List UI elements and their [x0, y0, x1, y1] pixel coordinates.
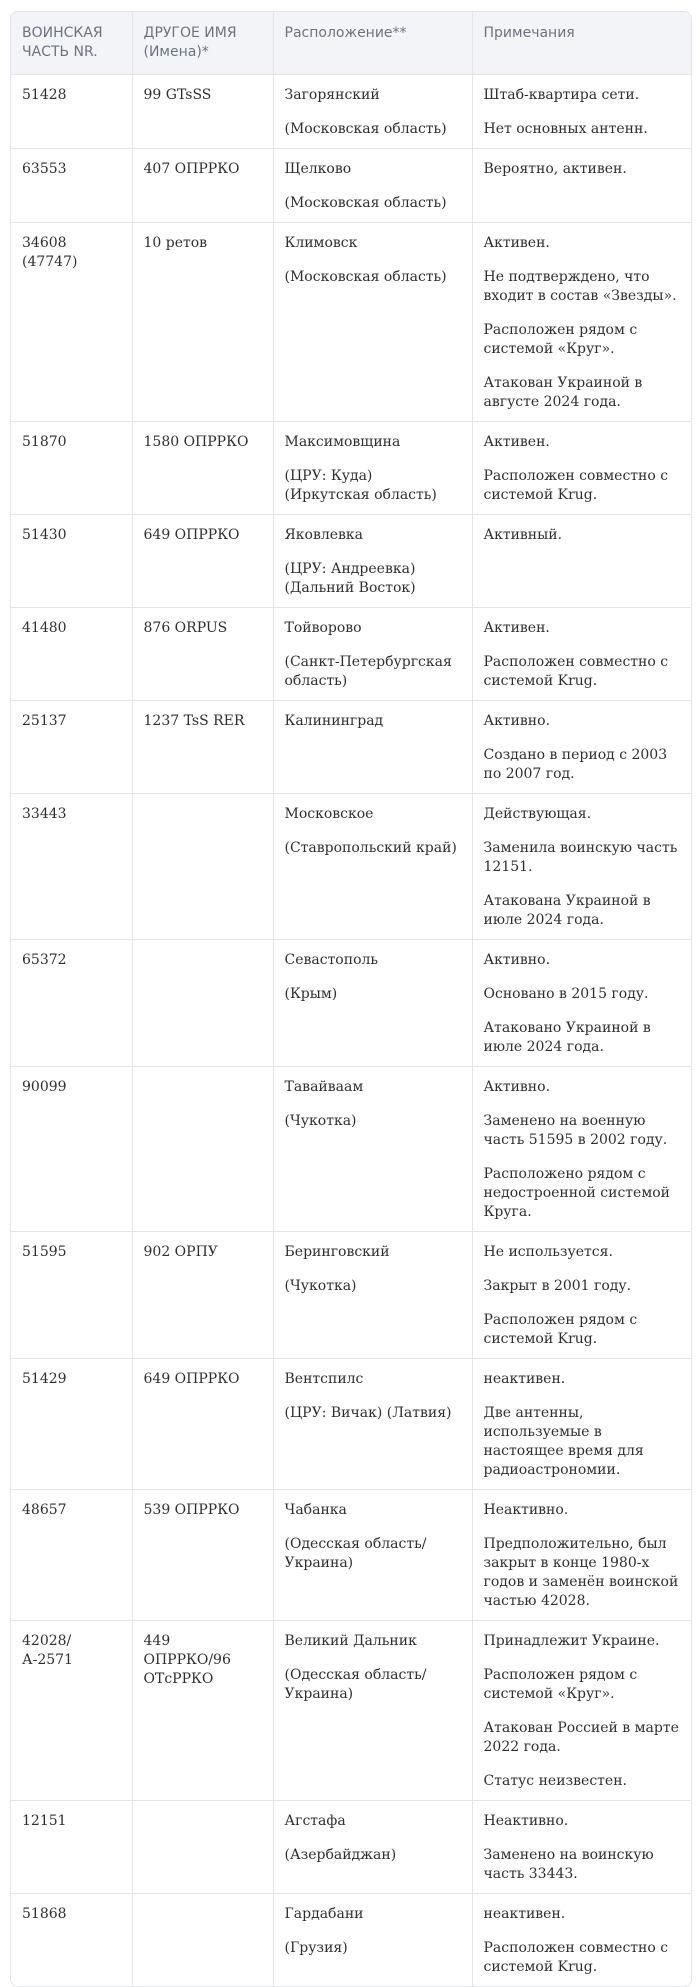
table-row	[11, 75, 691, 149]
table-row	[11, 515, 691, 608]
location-line: Чабанка	[284, 1502, 347, 1518]
cell-other-name: 876 ORPUS	[132, 608, 273, 701]
cell-notes	[472, 1894, 691, 1987]
header-notes: Примечания	[472, 12, 691, 75]
table-row	[11, 422, 691, 515]
table-row	[11, 1801, 691, 1894]
table-row	[11, 940, 691, 1067]
table-row	[11, 1621, 691, 1801]
table-row	[11, 794, 691, 940]
location-line: (Ставропольский край)	[284, 840, 457, 856]
cell-notes	[472, 149, 691, 223]
cell-unit-number: 90099	[11, 1067, 132, 1232]
location-line: (Чукотка)	[284, 1278, 357, 1294]
cell-location	[273, 1232, 472, 1359]
note-line: Активно.	[483, 713, 551, 729]
note-line: Основано в 2015 году.	[483, 986, 649, 1002]
cell-notes	[472, 1232, 691, 1359]
cell-notes	[472, 1067, 691, 1232]
cell-unit-number: 33443	[11, 794, 132, 940]
table-row	[11, 701, 691, 794]
cell-location	[273, 149, 472, 223]
note-line: Действующая.	[483, 806, 592, 822]
cell-unit-number: 51595	[11, 1232, 132, 1359]
location-line: Климовск	[284, 235, 358, 251]
cell-notes	[472, 940, 691, 1067]
note-line: Нет основных антенн.	[483, 121, 648, 137]
location-line: (Одесская область/ Украина)	[284, 1536, 427, 1571]
note-line: Не используется.	[483, 1244, 613, 1260]
cell-other-name: 10 ретов	[132, 223, 273, 422]
note-line: Неактивно.	[483, 1813, 569, 1829]
cell-notes	[472, 1490, 691, 1621]
cell-notes	[472, 515, 691, 608]
note-line: Расположен совместно с системой Krug.	[483, 654, 669, 689]
location-line: Гардабани	[284, 1906, 364, 1922]
location-line: (Азербайджан)	[284, 1847, 397, 1863]
note-line: Расположен рядом с системой Krug.	[483, 1312, 638, 1347]
note-line: неактивен.	[483, 1906, 566, 1922]
note-line: Расположен совместно с системой Krug.	[483, 468, 669, 503]
location-line: (Московская область)	[284, 121, 447, 137]
cell-unit-number: 51868	[11, 1894, 132, 1987]
table-row	[11, 1894, 691, 1987]
cell-other-name	[132, 1894, 273, 1987]
location-line: (Московская область)	[284, 269, 447, 285]
cell-unit-number: 65372	[11, 940, 132, 1067]
location-line: Тойворово	[284, 620, 362, 636]
note-line: Штаб-квартира сети.	[483, 87, 640, 103]
note-line: Атакован Россией в марте 2022 года.	[483, 1720, 679, 1755]
cell-unit-number: 48657	[11, 1490, 132, 1621]
cell-location	[273, 1621, 472, 1801]
location-line: Загорянский	[284, 87, 380, 103]
note-line: Активно.	[483, 952, 551, 968]
header-location: Расположение**	[273, 12, 472, 75]
note-line: Атаковано Украиной в июле 2024 года.	[483, 1020, 651, 1055]
table-body	[11, 75, 691, 1987]
note-line: неактивен.	[483, 1371, 566, 1387]
cell-notes	[472, 1359, 691, 1490]
cell-notes	[472, 1801, 691, 1894]
cell-location	[273, 422, 472, 515]
note-line: Расположен рядом с системой «Круг».	[483, 1667, 638, 1702]
cell-other-name: 407 ОПРРКО	[132, 149, 273, 223]
table-row	[11, 1490, 691, 1621]
note-line: Заменено на воинскую часть 33443.	[483, 1847, 654, 1882]
note-line: Активный.	[483, 527, 563, 543]
location-line: Вентспилс	[284, 1371, 364, 1387]
cell-notes	[472, 75, 691, 149]
note-line: Расположен рядом с системой «Круг».	[483, 322, 638, 357]
table-row	[11, 149, 691, 223]
location-line: Тавайваам	[284, 1079, 364, 1095]
note-line: Закрыт в 2001 году.	[483, 1278, 632, 1294]
cell-location	[273, 223, 472, 422]
cell-other-name: 902 ОРПУ	[132, 1232, 273, 1359]
location-line: (Крым)	[284, 986, 338, 1002]
note-line: Расположен совместно с системой Krug.	[483, 1940, 669, 1975]
cell-location	[273, 1359, 472, 1490]
location-line: (Одесская область/ Украина)	[284, 1667, 427, 1702]
location-line: Московское	[284, 806, 374, 822]
cell-other-name: 649 ОПРРКО	[132, 1359, 273, 1490]
cell-other-name	[132, 940, 273, 1067]
data-table-container	[10, 11, 692, 1987]
note-line: Заменила воинскую часть 12151.	[483, 840, 678, 875]
table-row	[11, 223, 691, 422]
cell-location	[273, 1490, 472, 1621]
cell-unit-number: 12151	[11, 1801, 132, 1894]
note-line: Активно.	[483, 1079, 551, 1095]
cell-location	[273, 701, 472, 794]
cell-location	[273, 1894, 472, 1987]
cell-other-name: 539 ОПРРКО	[132, 1490, 273, 1621]
location-line: (Чукотка)	[284, 1113, 357, 1129]
location-line: Агстафа	[284, 1813, 346, 1829]
table-header	[11, 12, 691, 75]
cell-location	[273, 940, 472, 1067]
cell-other-name	[132, 1067, 273, 1232]
location-line: Великий Дальник	[284, 1633, 417, 1649]
cell-unit-number: 42028/А-2571	[11, 1621, 132, 1801]
cell-other-name	[132, 794, 273, 940]
note-line: Вероятно, активен.	[483, 161, 627, 177]
location-line: Севастополь	[284, 952, 379, 968]
location-line: Максимовщина	[284, 434, 401, 450]
location-line: (ЦРУ: Куда) (Иркутская область)	[284, 468, 437, 503]
cell-notes	[472, 1621, 691, 1801]
cell-unit-number: 51430	[11, 515, 132, 608]
location-line: (Грузия)	[284, 1940, 348, 1956]
note-line: Предположительно, был закрыт в конце 1980-х годов и заменён воинской частью 42028.	[483, 1536, 679, 1609]
military-units-table	[11, 12, 691, 1986]
cell-unit-number: 51870	[11, 422, 132, 515]
cell-other-name: 1237 TsS RER	[132, 701, 273, 794]
cell-unit-number: 41480	[11, 608, 132, 701]
note-line: Атакована Украиной в июле 2024 года.	[483, 893, 651, 928]
note-line: Активен.	[483, 620, 550, 636]
cell-notes	[472, 608, 691, 701]
note-line: Активен.	[483, 434, 550, 450]
note-line: Создано в период с 2003 по 2007 год.	[483, 747, 668, 782]
location-line: Яковлевка	[284, 527, 364, 543]
table-row	[11, 1359, 691, 1490]
cell-other-name	[132, 1801, 273, 1894]
note-line: Атакован Украиной в августе 2024 года.	[483, 375, 643, 410]
cell-notes	[472, 701, 691, 794]
header-unit-number: ВОИНСКАЯ ЧАСТЬ NR.	[11, 12, 132, 75]
cell-unit-number: 63553	[11, 149, 132, 223]
note-line: Активен.	[483, 235, 550, 251]
cell-notes	[472, 422, 691, 515]
cell-notes	[472, 223, 691, 422]
location-line: (ЦРУ: Вичак) (Латвия)	[284, 1405, 452, 1421]
location-line: (ЦРУ: Андреевка) (Дальний Восток)	[284, 561, 416, 596]
cell-location	[273, 1067, 472, 1232]
location-line: Калининград	[284, 713, 384, 729]
note-line: Не подтверждено, что входит в состав «Звезды».	[483, 269, 677, 304]
cell-other-name: 99 GTsSS	[132, 75, 273, 149]
cell-other-name: 449 ОПРРКО/96 ОТсРРКО	[132, 1621, 273, 1801]
cell-location	[273, 515, 472, 608]
note-line: Статус неизвестен.	[483, 1773, 627, 1789]
cell-unit-number: 25137	[11, 701, 132, 794]
table-row	[11, 1067, 691, 1232]
cell-unit-number: 51429	[11, 1359, 132, 1490]
cell-location	[273, 75, 472, 149]
note-line: Две антенны, используемые в настоящее время для радиоастрономии.	[483, 1405, 644, 1478]
note-line: Заменено на военную часть 51595 в 2002 году.	[483, 1113, 668, 1148]
header-other-name: ДРУГОЕ ИМЯ (Имена)*	[132, 12, 273, 75]
cell-location	[273, 608, 472, 701]
cell-location	[273, 1801, 472, 1894]
note-line: Принадлежит Украине.	[483, 1633, 660, 1649]
table-row	[11, 608, 691, 701]
cell-other-name: 1580 ОПРРКО	[132, 422, 273, 515]
header-row	[11, 12, 691, 75]
cell-unit-number: 51428	[11, 75, 132, 149]
note-line: Неактивно.	[483, 1502, 569, 1518]
location-line: Щелково	[284, 161, 352, 177]
table-row	[11, 1232, 691, 1359]
note-line: Расположено рядом с недостроенной системой Круга.	[483, 1166, 670, 1220]
cell-notes	[472, 794, 691, 940]
location-line: Беринговский	[284, 1244, 390, 1260]
cell-other-name: 649 ОПРРКО	[132, 515, 273, 608]
cell-location	[273, 794, 472, 940]
location-line: (Московская область)	[284, 195, 447, 211]
cell-unit-number: 34608 (47747)	[11, 223, 132, 422]
location-line: (Санкт-Петербургская область)	[284, 654, 452, 689]
